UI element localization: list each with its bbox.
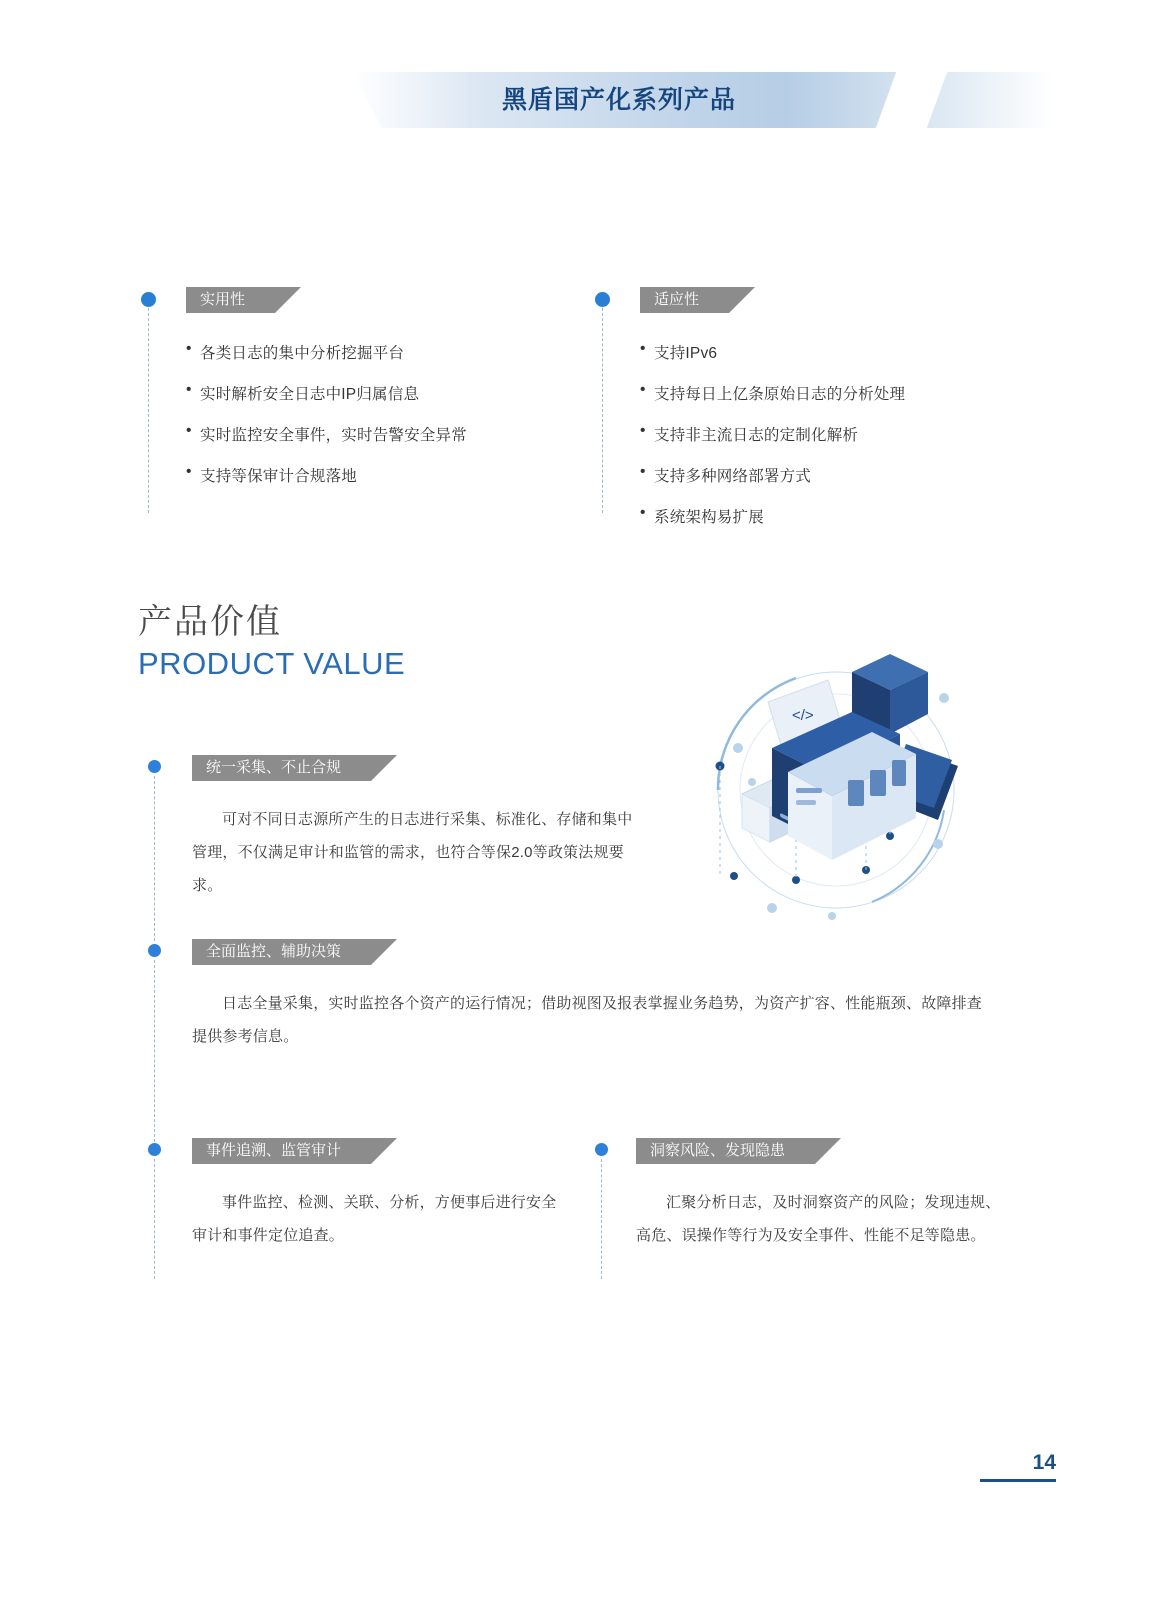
bullet-dot-adaptability xyxy=(595,292,610,307)
feature-list-practicality xyxy=(186,341,566,486)
value-block-unified-collection xyxy=(192,755,647,902)
dashed-connector-adaptability xyxy=(602,308,603,513)
svg-text:</>: </> xyxy=(792,707,814,724)
feature-group-practicality xyxy=(186,287,566,505)
feature-tag-practicality: 实用性 xyxy=(186,287,275,313)
value-tag-full-monitoring: 全面监控、辅助决策 xyxy=(192,939,371,965)
value-text-risk-insight: 汇聚分析日志，及时洞察资产的风险；发现违规、高危、误操作等行为及安全事件、性能不足等隐患。 xyxy=(636,1194,1001,1244)
page-number-block xyxy=(980,1450,1056,1482)
list-item: • 支持每日上亿条原始日志的分析处理 xyxy=(640,382,1040,404)
value-block-full-monitoring xyxy=(192,939,982,1053)
value-block-event-tracing xyxy=(192,1138,562,1252)
page-number-rule xyxy=(980,1479,1056,1482)
dashed-connector-value-3 xyxy=(154,1159,155,1279)
list-item: • 系统架构易扩展 xyxy=(640,505,1040,527)
bullet-dot-value-3 xyxy=(148,1143,161,1156)
value-text-full-monitoring: 日志全量采集，实时监控各个资产的运行情况；借助视图及报表掌握业务趋势，为资产扩容、性能瓶颈、故障排查提供参考信息。 xyxy=(192,995,983,1045)
list-item: • 实时解析安全日志中IP归属信息 xyxy=(186,382,566,404)
value-tag-unified-collection: 统一采集、不止合规 xyxy=(192,755,371,781)
value-text-unified-collection: 可对不同日志源所产生的日志进行采集、标准化、存储和集中管理，不仅满足审计和监管的需求，也符合等保2.0等政策法规要求。 xyxy=(192,811,633,894)
feature-list-adaptability xyxy=(640,341,1040,527)
list-item: • 支持IPv6 xyxy=(640,341,1040,363)
page-header xyxy=(352,72,1052,128)
feature-tag-adaptability: 适应性 xyxy=(640,287,729,313)
list-item: • 支持多种网络部署方式 xyxy=(640,464,1040,486)
list-item: • 支持非主流日志的定制化解析 xyxy=(640,423,1040,445)
page-title: 黑盾国产化系列产品 xyxy=(501,86,736,114)
product-value-title-cn: 产品价值 xyxy=(138,603,282,641)
value-block-risk-insight xyxy=(636,1138,1006,1252)
list-item: • 支持等保审计合规落地 xyxy=(186,464,566,486)
value-text-event-tracing: 事件监控、检测、关联、分析，方便事后进行安全审计和事件定位追查。 xyxy=(192,1194,557,1244)
value-tag-event-tracing: 事件追溯、监管审计 xyxy=(192,1138,371,1164)
bullet-dot-practicality xyxy=(141,292,156,307)
dashed-connector-value-2 xyxy=(154,960,155,1142)
bullet-dot-value-1 xyxy=(148,760,161,773)
product-value-heading xyxy=(138,600,405,684)
value-tag-risk-insight: 洞察风险、发现隐患 xyxy=(636,1138,815,1164)
dashed-connector-value-4 xyxy=(601,1159,602,1279)
bullet-dot-value-2 xyxy=(148,944,161,957)
product-value-illustration xyxy=(676,640,996,940)
dashed-connector-practicality xyxy=(148,308,149,513)
page-number: 14 xyxy=(1032,1451,1056,1474)
product-value-title-en: PRODUCT VALUE xyxy=(138,646,406,681)
list-item: • 各类日志的集中分析挖掘平台 xyxy=(186,341,566,363)
feature-group-adaptability xyxy=(640,287,1040,546)
dashed-connector-value-1 xyxy=(154,776,155,941)
list-item: • 实时监控安全事件，实时告警安全异常 xyxy=(186,423,566,445)
bullet-dot-value-4 xyxy=(595,1143,608,1156)
